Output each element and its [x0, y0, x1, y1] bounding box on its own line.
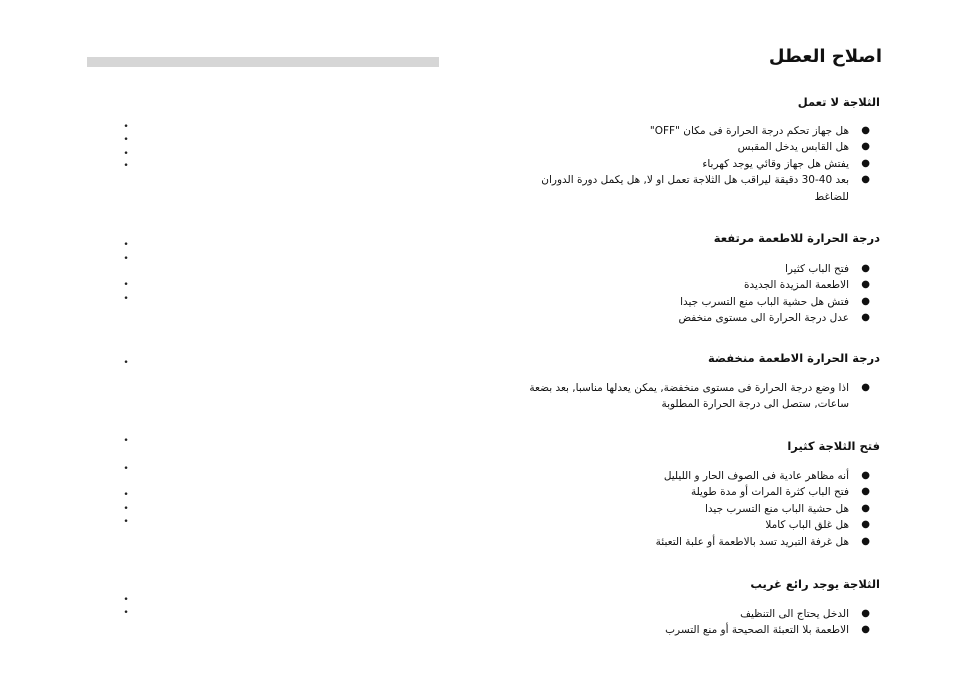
left-column-dot: • — [123, 504, 129, 514]
list-item — [514, 468, 874, 484]
left-column-dot: • — [123, 595, 129, 605]
list-item-text: هل القابس يدخل المقبس — [737, 141, 849, 154]
list-item-text: اذا وضع درجة الحرارة فى مستوى منخفضة, يمكن يعدلها مناسبا, بعد بضعة ساعات, ستصل الى درجة الحرارة المطلوبة — [529, 382, 849, 411]
left-column-dot: • — [123, 135, 129, 145]
left-column-dot: • — [123, 358, 129, 368]
list-item — [514, 261, 874, 277]
list-item — [514, 622, 874, 638]
bullet-icon: ● — [861, 382, 870, 393]
list-item — [514, 294, 874, 310]
list-item-text: الدخل يحتاج الى التنظيف — [740, 608, 849, 620]
left-column-dot: • — [123, 517, 129, 527]
bullet-icon: ● — [861, 608, 870, 619]
section-list — [514, 123, 874, 205]
bullet-icon: ● — [861, 312, 870, 324]
list-item-text: الاطعمة بلا التعبئة الصحيحة أو منع التسرب — [665, 624, 849, 637]
bullet-icon: ● — [861, 535, 870, 547]
list-item-text: هل غرفة التبريد تسد بالاطعمة أو علبة التعبئة — [655, 535, 849, 548]
left-column-dot: • — [123, 436, 129, 446]
left-column-dot: • — [123, 608, 129, 618]
bullet-icon: ● — [861, 125, 870, 136]
left-column-header-bar — [87, 57, 439, 67]
left-column-dot: • — [123, 240, 129, 250]
list-item-text: هل غلق الباب كاملا — [765, 519, 849, 532]
list-item-text: أنه مظاهر عادية فى الصوف الحار و الليليل — [663, 470, 849, 482]
left-column-dot: • — [123, 149, 129, 159]
section-heading: الثلاجة لا تعمل — [797, 95, 880, 109]
bullet-icon: ● — [861, 263, 870, 274]
bullet-icon: ● — [861, 295, 870, 307]
list-item — [514, 139, 874, 155]
bullet-icon: ● — [861, 141, 870, 153]
list-item — [514, 172, 874, 205]
left-column-dot: • — [123, 254, 129, 264]
left-column-dot: • — [123, 294, 129, 304]
section-list — [514, 380, 874, 413]
list-item — [514, 156, 874, 172]
section-heading: درجة الحرارة للاطعمة مرتفعة — [713, 231, 880, 245]
list-item-text: هل حشية الباب منع التسرب جيدا — [704, 502, 849, 515]
left-column-dot: • — [123, 122, 129, 132]
bullet-icon: ● — [861, 157, 870, 169]
bullet-icon: ● — [861, 624, 870, 636]
list-item-text: بعد 40-30 دقيقة ليراقب هل الثلاجة تعمل او لا, هل يكمل دورة الدوران للضاغط — [541, 174, 849, 203]
section-heading: درجة الحرارة الاطعمة منخفضة — [707, 351, 880, 365]
bullet-icon: ● — [861, 519, 870, 531]
list-item — [514, 310, 874, 326]
list-item — [514, 380, 874, 413]
list-item — [514, 277, 874, 293]
bullet-icon: ● — [861, 279, 870, 291]
bullet-icon: ● — [861, 470, 870, 481]
list-item — [514, 123, 874, 139]
section-heading: فتح الثلاجة كثيرا — [787, 439, 880, 453]
list-item — [514, 517, 874, 533]
section-heading: الثلاجة يوجد رائع غريب — [750, 577, 880, 591]
bullet-icon: ● — [861, 174, 870, 186]
section-list — [514, 468, 874, 550]
page-title: اصلاح العطل — [768, 46, 882, 67]
list-item-text: يفتش هل جهاز وقائي يوجد كهرباء — [702, 157, 849, 170]
list-item-text: هل جهاز تحكم درجة الحرارة فى مكان "OFF" — [649, 125, 849, 137]
section-list — [514, 606, 874, 639]
list-item — [514, 484, 874, 500]
bullet-icon: ● — [861, 502, 870, 514]
left-column-dot: • — [123, 161, 129, 171]
left-column-dot: • — [123, 280, 129, 290]
list-item — [514, 534, 874, 550]
list-item-text: فتح الباب كثرة المرات أو مدة طويلة — [690, 486, 849, 499]
list-item-text: الاطعمة المزيدة الجديدة — [744, 279, 849, 292]
list-item — [514, 606, 874, 622]
list-item-text: عدل درجة الحرارة الى مستوى منخفض — [678, 312, 849, 325]
list-item-text: فتح الباب كثيرا — [784, 263, 849, 275]
left-column-dot: • — [123, 490, 129, 500]
section-list — [514, 261, 874, 327]
left-column-dot: • — [123, 464, 129, 474]
bullet-icon: ● — [861, 486, 870, 498]
list-item-text: فتش هل حشية الباب منع التسرب جيدا — [680, 295, 849, 308]
list-item — [514, 501, 874, 517]
